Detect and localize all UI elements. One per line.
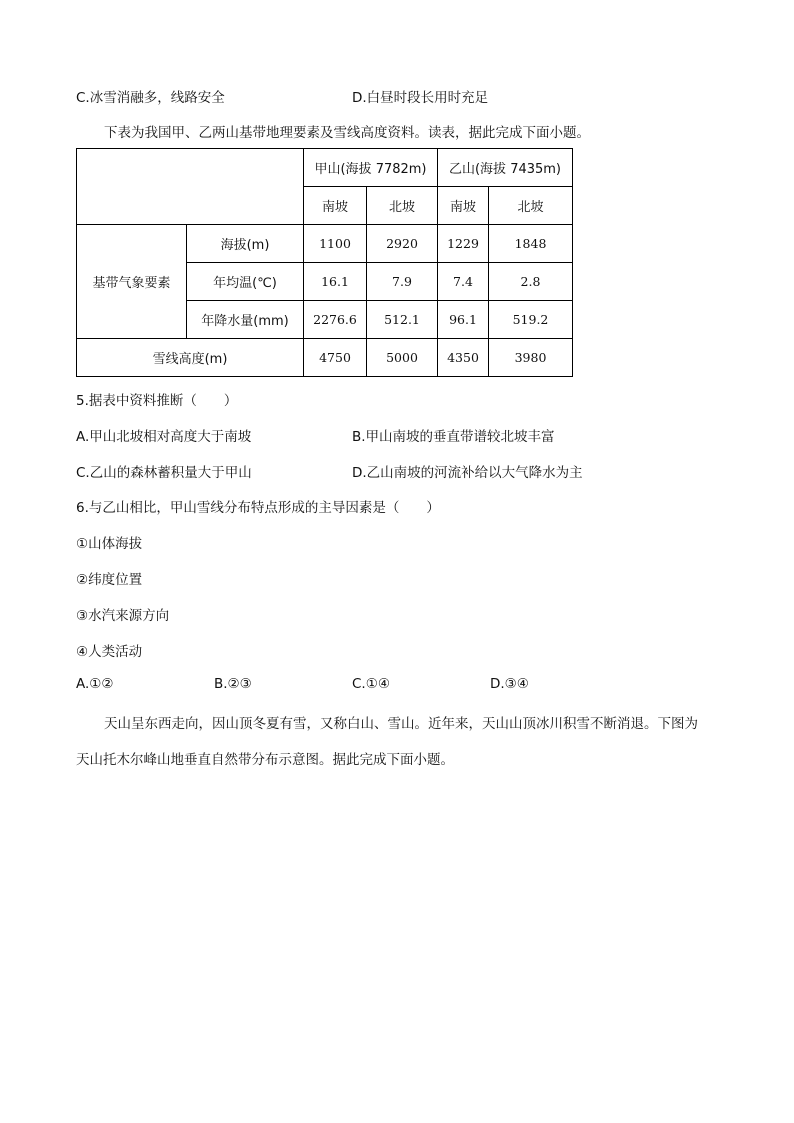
table-cell: 519.2 (489, 301, 573, 339)
table-corner-cell (77, 149, 304, 225)
header-slope: 南坡 (304, 187, 367, 225)
question-6-option-d[interactable]: D.③④ (490, 676, 529, 692)
table-cell: 5000 (367, 339, 438, 377)
question-6-item: ②纬度位置 (76, 572, 143, 588)
mountain-data-table (76, 148, 573, 377)
question-6-item: ③水汽来源方向 (76, 608, 170, 624)
header-slope: 北坡 (489, 187, 573, 225)
question-5-option-a[interactable]: A.甲山北坡相对高度大于南坡 (76, 429, 252, 445)
option-d-prev: D.白昼时段长用时充足 (352, 90, 489, 106)
table-cell: 2.8 (489, 263, 573, 301)
table-row (77, 339, 573, 377)
row-label: 海拔(m) (187, 225, 304, 263)
question-5-option-c[interactable]: C.乙山的森林蓄积量大于甲山 (76, 465, 252, 481)
question-5-option-b[interactable]: B.甲山南坡的垂直带谱较北坡丰富 (352, 429, 555, 445)
question-6-option-c[interactable]: C.①④ (352, 676, 390, 692)
table-row (77, 225, 573, 263)
option-c-prev: C.冰雪消融多，线路安全 (76, 90, 225, 106)
table-cell: 512.1 (367, 301, 438, 339)
question-6-option-b[interactable]: B.②③ (214, 676, 252, 692)
question-6-item: ④人类活动 (76, 644, 143, 660)
table-cell: 3980 (489, 339, 573, 377)
table-cell: 1848 (489, 225, 573, 263)
header-mountain-a: 甲山(海拔 7782m) (304, 149, 438, 187)
row-label: 年均温(℃) (187, 263, 304, 301)
table-cell: 7.9 (367, 263, 438, 301)
table-cell: 16.1 (304, 263, 367, 301)
table-cell: 1100 (304, 225, 367, 263)
header-mountain-b: 乙山(海拔 7435m) (438, 149, 573, 187)
table-intro: 下表为我国甲、乙两山基带地理要素及雪线高度资料。读表，据此完成下面小题。 (104, 125, 590, 141)
question-5-stem: 5.据表中资料推断（ ） (76, 393, 238, 409)
table-cell: 7.4 (438, 263, 489, 301)
group-label: 基带气象要素 (77, 225, 187, 339)
header-slope: 南坡 (438, 187, 489, 225)
snowline-label: 雪线高度(m) (77, 339, 304, 377)
row-label: 年降水量(mm) (187, 301, 304, 339)
table-cell: 2276.6 (304, 301, 367, 339)
question-6-option-a[interactable]: A.①② (76, 676, 114, 692)
table-cell: 4350 (438, 339, 489, 377)
header-slope: 北坡 (367, 187, 438, 225)
table-cell: 2920 (367, 225, 438, 263)
question-6-stem: 6.与乙山相比，甲山雪线分布特点形成的主导因素是（ ） (76, 500, 440, 516)
tianshan-intro-line-1: 天山呈东西走向，因山顶冬夏有雪，又称白山、雪山。近年来，天山山顶冰川积雪不断消退。下图为 (104, 716, 698, 732)
table-cell: 1229 (438, 225, 489, 263)
question-5-option-d[interactable]: D.乙山南坡的河流补给以大气降水为主 (352, 465, 583, 481)
table-header-row (77, 149, 573, 187)
table-cell: 96.1 (438, 301, 489, 339)
tianshan-intro-line-2: 天山托木尔峰山地垂直自然带分布示意图。据此完成下面小题。 (76, 752, 454, 768)
question-6-item: ①山体海拔 (76, 536, 143, 552)
table-cell: 4750 (304, 339, 367, 377)
